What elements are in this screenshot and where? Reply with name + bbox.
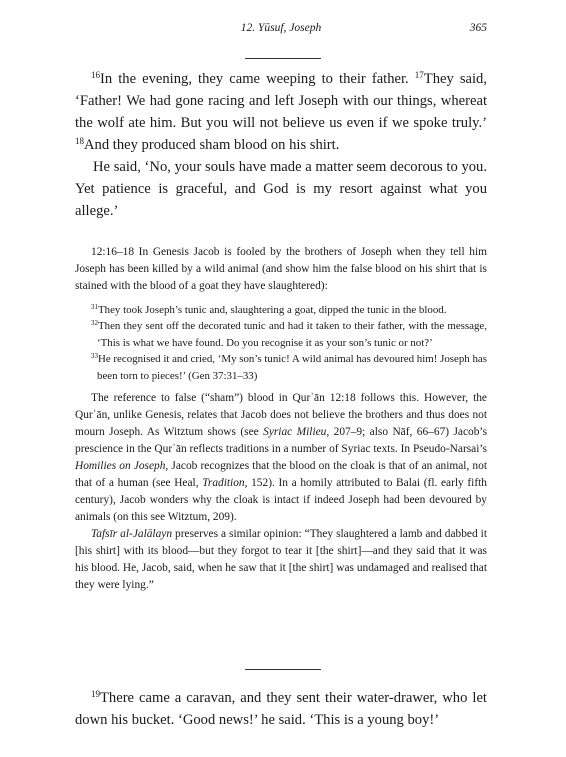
quote-verse-31: $^{31}$They took Joseph’s tunic and, slaughtering a goat, dipped the tunic in the blood. <box>91 303 447 316</box>
section-divider-top <box>245 58 321 59</box>
verse-19: $^{19}$There came a caravan, and they sent their water-drawer, who let down his bucket. ‘Good news!’ he said. ‘This is a young boy!’ <box>75 689 487 728</box>
running-header <box>75 22 487 38</box>
commentary-paragraph-2: The reference to false (“sham”) blood in Qurʾān 12:18 follows this. However, the Qurʾān, unlike Genesis, relates that Jacob does not believe the brothers and thus does not mourn Joseph. As Witztum shows (see Syriac Milieu, 207–9; also Nāf, 66–67) Jacob’s prescience in the Qurʾān reflects traditions in a number of Syriac texts. In Pseudo-Narsai’s Homilies on Joseph, Jacob recognizes that the blood on the cloak is that of an animal, not that of a human (see Heal, Tradition, 152). In a homily attributed to Balai (fl. early fifth century), Jacob wonders why the cloak is intact if indeed Joseph had been devoured by animals (on this see Witztum, 209). <box>75 392 488 524</box>
quote-verse-32: $^{32}$Then they sent off the decorated tunic and had it taken to their father, with the message, ‘This is what we have found. Do you recognise it as your son’s tunic or not?’ <box>91 319 487 349</box>
quran-text-top <box>75 68 487 222</box>
quote-verse-33: $^{33}$He recognised it and cried, ‘My son’s tunic! A wild animal has devoured him! Joseph has been torn to pieces!’ (Gen 37:31–33) <box>91 352 487 382</box>
page-number: 365 <box>469 22 487 34</box>
verses-16-18: $^{16}$In the evening, they came weeping to their father. $^{17}$They said, ‘Father! We had gone racing and left Joseph with our things, whereat the wolf ate him. But you will not believe us even if we spoke truly.’ $^{18}$And they produced sham blood on his shirt. <box>75 70 487 153</box>
chapter-title: 12. Yūsuf, Joseph <box>240 22 322 34</box>
commentary <box>75 244 487 594</box>
verse-response: He said, ‘No, your souls have made a matter seem decorous to you. Yet patience is graceful, and God is my resort against what you allege.’ <box>75 159 487 219</box>
quran-text-bottom <box>75 687 487 731</box>
section-divider-bottom <box>245 669 321 670</box>
commentary-intro: 12:16–18 In Genesis Jacob is fooled by the brothers of Joseph when they tell him Joseph has been killed by a wild animal (and show him the false blood on his shirt that is stained with the blood of a goat they have slaughtered): <box>75 246 487 292</box>
commentary-paragraph-3: Tafsīr al-Jalālayn preserves a similar opinion: “They slaughtered a lamb and dabbed it [his shirt] with its blood—but they forgot to tear it [the shirt]—and they said that it was his blood. He, Jacob, said, when he saw that it [the shirt] was undamaged and realised that they were lying.” <box>75 528 487 592</box>
genesis-quote <box>75 302 487 384</box>
